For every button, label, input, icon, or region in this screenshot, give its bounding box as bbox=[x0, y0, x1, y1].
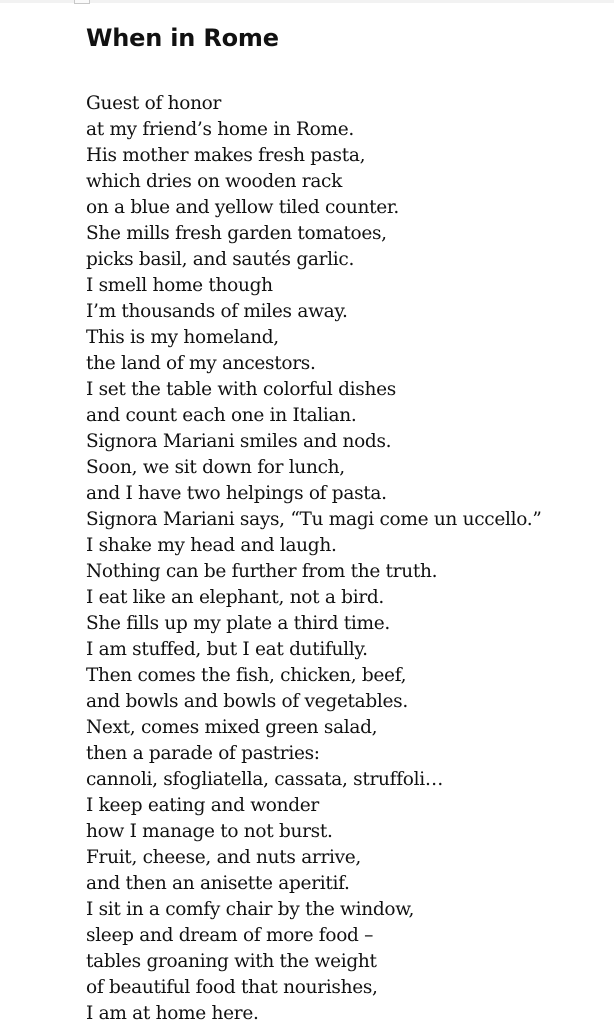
poem-line: how I manage to not burst. bbox=[86, 821, 333, 842]
poem-body bbox=[86, 91, 606, 1027]
poem-line: of beautiful food that nourishes, bbox=[86, 977, 378, 998]
poem-line: I sit in a comfy chair by the window, bbox=[86, 899, 415, 920]
poem-line: Nothing can be further from the truth. bbox=[86, 561, 438, 582]
poem-line: I smell home though bbox=[86, 275, 273, 296]
poem-line: This is my homeland, bbox=[86, 327, 279, 348]
poem-line: picks basil, and sautés garlic. bbox=[86, 249, 355, 270]
poem-line: and count each one in Italian. bbox=[86, 405, 357, 426]
poem-line: I’m thousands of miles away. bbox=[86, 301, 348, 322]
poem-line: then a parade of pastries: bbox=[86, 743, 320, 764]
poem-line: I eat like an elephant, not a bird. bbox=[86, 587, 384, 608]
poem-line: I set the table with colorful dishes bbox=[86, 379, 396, 400]
poem-line: tables groaning with the weight bbox=[86, 951, 377, 972]
poem-line: on a blue and yellow tiled counter. bbox=[86, 197, 399, 218]
poem-line: Guest of honor bbox=[86, 93, 222, 114]
poem-line: and bowls and bowls of vegetables. bbox=[86, 691, 408, 712]
poem-line: at my friend’s home in Rome. bbox=[86, 119, 354, 140]
poem-line: cannoli, sfogliatella, cassata, struffoli… bbox=[86, 769, 444, 790]
poem-line: I keep eating and wonder bbox=[86, 795, 319, 816]
poem-line: the land of my ancestors. bbox=[86, 353, 316, 374]
page-top-edge bbox=[0, 0, 614, 3]
poem-line: and then an anisette aperitif. bbox=[86, 873, 350, 894]
poem-line: Soon, we sit down for lunch, bbox=[86, 457, 345, 478]
poem-line: Signora Mariani says, “Tu magi come un uccello.” bbox=[86, 509, 542, 530]
poem-line: I am stuffed, but I eat dutifully. bbox=[86, 639, 368, 660]
poem-line: She fills up my plate a third time. bbox=[86, 613, 390, 634]
poem-line: Next, comes mixed green salad, bbox=[86, 717, 378, 738]
poem-line: sleep and dream of more food – bbox=[86, 925, 374, 946]
poem-line: I shake my head and laugh. bbox=[86, 535, 337, 556]
poem-line: His mother makes fresh pasta, bbox=[86, 145, 366, 166]
poem-title: When in Rome bbox=[86, 24, 279, 52]
page-corner-marker bbox=[74, 0, 90, 4]
poem-line: Then comes the fish, chicken, beef, bbox=[86, 665, 407, 686]
document-page bbox=[86, 22, 606, 1027]
poem-line: She mills fresh garden tomatoes, bbox=[86, 223, 387, 244]
poem-line: Signora Mariani smiles and nods. bbox=[86, 431, 392, 452]
poem-line: and I have two helpings of pasta. bbox=[86, 483, 387, 504]
poem-line: I am at home here. bbox=[86, 1003, 259, 1024]
poem-line: which dries on wooden rack bbox=[86, 171, 343, 192]
poem-line: Fruit, cheese, and nuts arrive, bbox=[86, 847, 362, 868]
